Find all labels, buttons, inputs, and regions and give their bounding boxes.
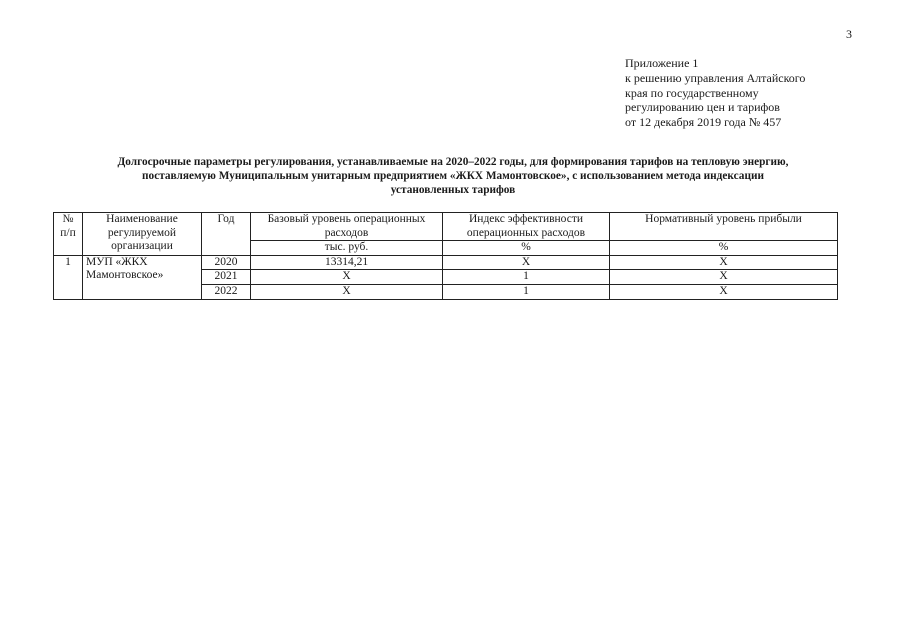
header-organization: Наименование регулируемой организации [83, 213, 202, 256]
appendix-line: от 12 декабря 2019 года № 457 [625, 115, 782, 130]
cell-profit-level: Х [610, 255, 838, 270]
header-no: № п/п [54, 213, 83, 256]
appendix-line: края по государственному [625, 85, 759, 100]
cell-efficiency-index: 1 [443, 270, 610, 285]
document-title [30, 155, 876, 197]
cell-base-level: 13314,21 [251, 255, 443, 270]
cell-efficiency-index: 1 [443, 284, 610, 299]
title-line: Долгосрочные параметры регулирования, устанавливаемые на 2020–2022 годы, для формирования тарифов на тепловую энергию, [117, 156, 789, 168]
cell-base-level: Х [251, 270, 443, 285]
page-number: 3 [846, 27, 852, 41]
cell-base-level: Х [251, 284, 443, 299]
appendix-line: к решению управления Алтайского [625, 70, 806, 85]
appendix-line: регулированию цен и тарифов [625, 100, 780, 115]
cell-year: 2020 [202, 255, 251, 270]
header-year: Год [202, 213, 251, 256]
unit-base-level: тыс. руб. [251, 241, 443, 256]
organization-name: МУП «ЖКХ Мамонтовское» [83, 255, 202, 299]
header-row [54, 213, 838, 241]
header-efficiency-index: Индекс эффективности операционных расходов [443, 213, 610, 241]
title-line: установленных тарифов [390, 184, 516, 196]
unit-efficiency-index: % [443, 241, 610, 256]
unit-profit-level: % [610, 241, 838, 256]
header-base-level: Базовый уровень операционных расходов [251, 213, 443, 241]
title-line: поставляемую Муниципальным унитарным предприятием «ЖКХ Мамонтовское», с использованием метода индексации [142, 170, 764, 182]
cell-efficiency-index: Х [443, 255, 610, 270]
row-number: 1 [54, 255, 83, 299]
cell-year: 2022 [202, 284, 251, 299]
parameters-table [53, 212, 838, 300]
cell-profit-level: Х [610, 284, 838, 299]
cell-profit-level: Х [610, 270, 838, 285]
appendix-note [625, 56, 805, 130]
header-profit-level: Нормативный уровень прибыли [610, 213, 838, 241]
cell-year: 2021 [202, 270, 251, 285]
appendix-line: Приложение 1 [625, 56, 699, 70]
table-row [54, 255, 838, 270]
